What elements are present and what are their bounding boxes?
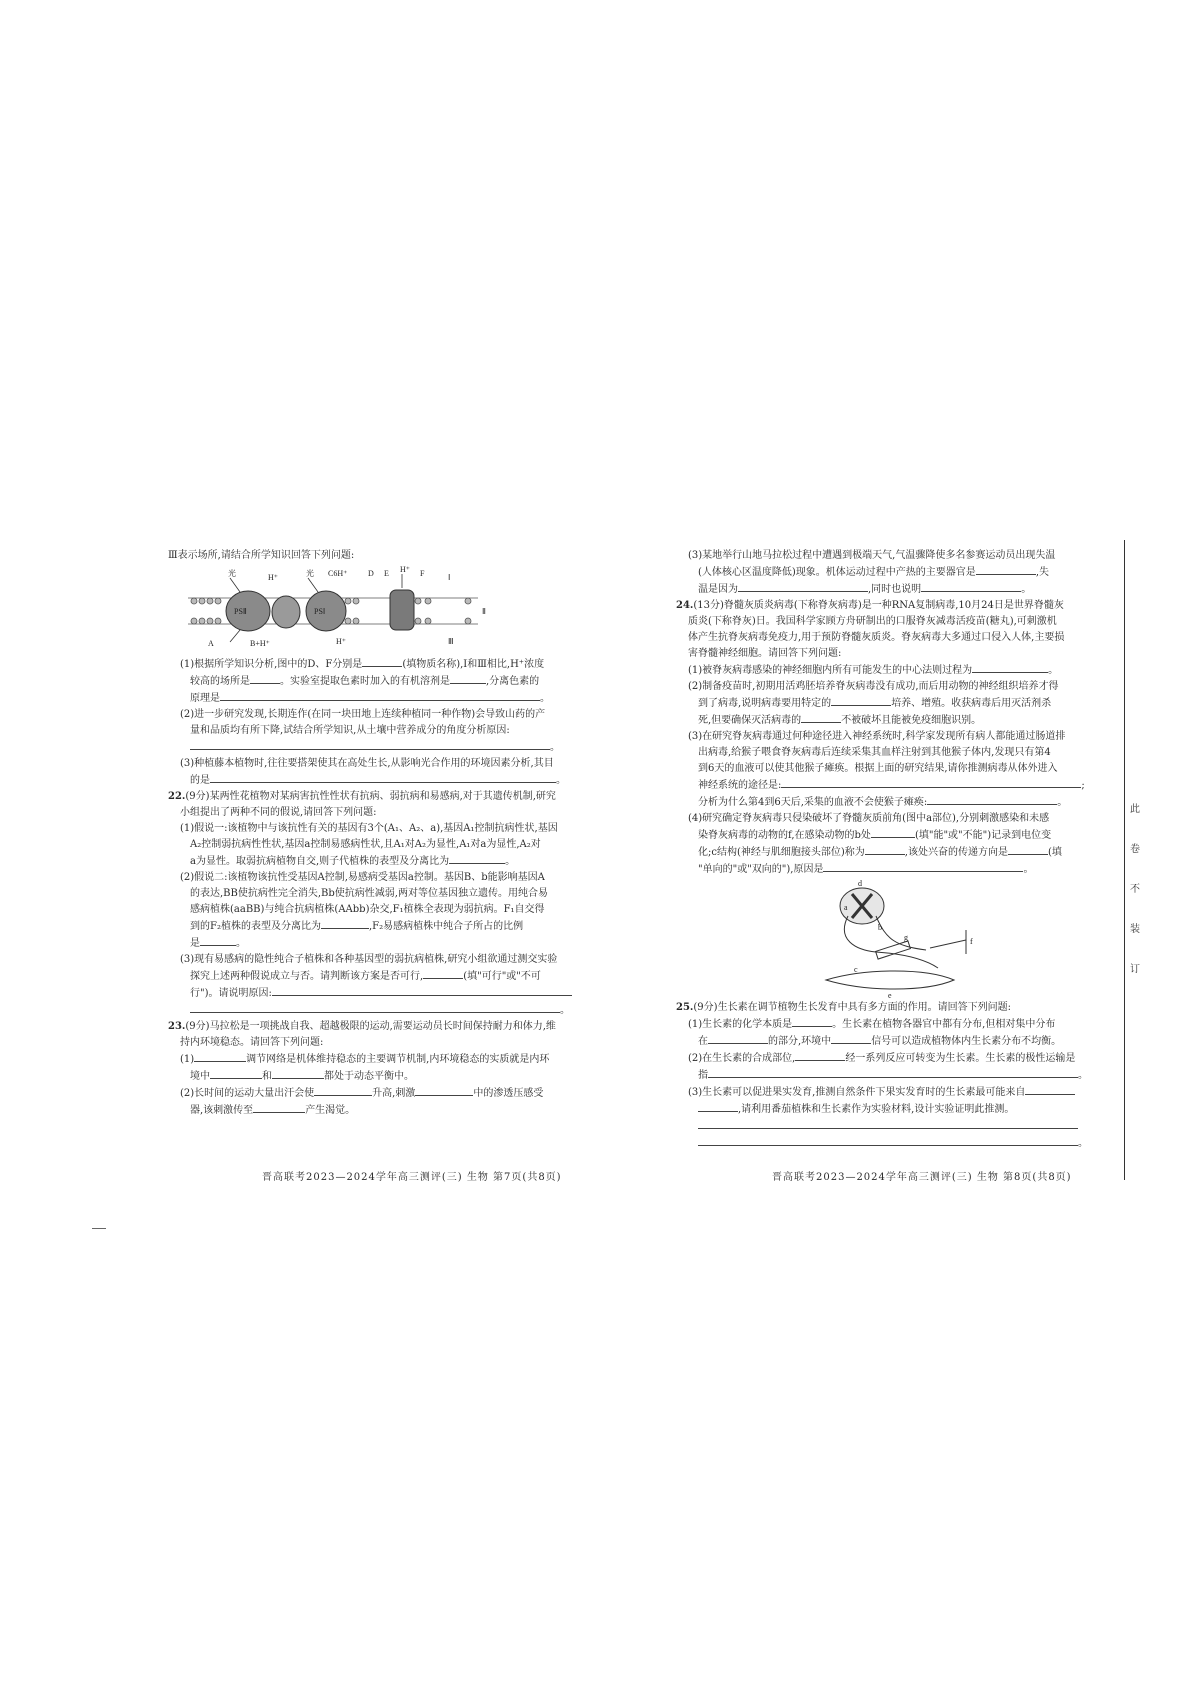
q24-b-line1: (2)制备疫苗时,初期用活鸡胚培养脊灰病毒没有成功,而后用动物的神经组织培养才得: [688, 681, 1059, 692]
muscle: [826, 971, 954, 989]
fig2-label: e: [888, 991, 892, 1000]
left-page-footer: 晋高联考2023—2024学年高三测评(三) 生物 第7页(共8页): [262, 1172, 562, 1183]
answer-blank[interactable]: [210, 772, 556, 783]
q24-c-line3: 到6天的血液可以使其他猴子瘫痪。根据上面的研究结果,请你推测病毒从体外进入: [698, 763, 1058, 774]
q23-part3-line2: (人体核心区温度降低)现象。机体运动过程中产热的主要器官是 ,失: [676, 564, 1098, 581]
q22-line2: 小组提出了两种不同的假说,请回答下列问题:: [180, 807, 377, 818]
q24-b-line2: 到了病毒,说明病毒要用特定的 培养、增殖。收获病毒后用灭活剂杀: [676, 695, 1098, 712]
answer-blank[interactable]: [781, 777, 1081, 788]
fig2-label: c: [854, 965, 858, 974]
answer-blank[interactable]: [698, 1135, 1078, 1146]
q24-b-line3: 死,但要确保灭活病毒的 不被破坏且能被免疫细胞识别。: [676, 712, 1098, 729]
answer-blank[interactable]: [976, 564, 1036, 575]
q25-a-line2: 在 的部分,环境中 信号可以造成植物体内生长素分布不均衡。: [676, 1033, 1098, 1050]
stimulus-electrode: [930, 940, 966, 948]
psii-complex: [226, 591, 270, 631]
q22-a-line3: a为显性。取弱抗病植物自交,则子代植株的表型及分离比为 。: [168, 853, 574, 870]
answer-blank[interactable]: [823, 861, 1023, 872]
answer-blank[interactable]: [738, 581, 868, 592]
q21-part2-line1: (2)进一步研究发现,长期连作(在同一块田地上连续种植同一种作物)会导致山药的产: [180, 709, 546, 720]
answer-blank[interactable]: [415, 1085, 473, 1096]
answer-blank[interactable]: [250, 673, 280, 684]
q21-part1-line2: 较高的场所是 。实验室提取色素时加入的有机溶剂是 ,分离色素的: [168, 673, 574, 690]
q25-line1: 25.(9分)生长素在调节植物生长发育中具有多方面的作用。请回答下列问题:: [676, 1002, 1011, 1013]
q24-a-line1: (1)被脊灰病毒感染的神经细胞内所有可能发生的中心法则过程为 。: [676, 662, 1098, 679]
fig2-label: b: [878, 923, 882, 932]
binding-note-char: 装: [1130, 924, 1140, 935]
q22-b-line5: 是 。: [168, 935, 574, 952]
q22-b-line2: 的表达,BB使抗病性完全消失,Bb使抗病性减弱,两对等位基因独立遗传。用纯合易: [190, 888, 548, 899]
answer-blank[interactable]: [362, 656, 402, 667]
fig1-label: F: [420, 569, 425, 578]
fig1-label: C6H⁺: [328, 569, 348, 578]
answer-blank[interactable]: [801, 712, 841, 723]
q24-c-line4: 神经系统的途径是: ;: [676, 777, 1098, 794]
q24-line1: 24.(13分)脊髓灰质炎病毒(下称脊灰病毒)是一种RNA复制病毒,10月24日是世界脊髓灰: [676, 600, 1064, 611]
binding-note-char: 不: [1130, 884, 1140, 895]
fig2-label: a: [844, 903, 848, 912]
q25-b-line1: (2)在生长素的合成部位, 经一系列反应可转变为生长素。生长素的极性运输是: [676, 1050, 1098, 1067]
fig1-label: H⁺: [336, 637, 346, 646]
binding-note-char: 订: [1130, 964, 1140, 975]
q21-part2-line3: 。: [168, 739, 574, 756]
binding-note-char: 此: [1130, 804, 1140, 815]
q22-a-line1: (1)假说一:该植物中与该抗性有关的基因有3个(A₁、A₂、a),基因A₁控制抗病性状,基因: [180, 823, 558, 834]
q25-a-line1: (1)生长素的化学本质是 。生长素在植物各器官中都有分布,但相对集中分布: [676, 1016, 1098, 1033]
right-page-column: [676, 548, 1098, 1152]
answer-blank[interactable]: [921, 581, 1021, 592]
psi-complex: [306, 591, 346, 631]
fig1-label: H⁺: [268, 573, 278, 582]
reflex-arc-figure: [676, 880, 1096, 1000]
answer-blank[interactable]: [831, 1033, 871, 1044]
q25-c-line2: ,请利用番茄植株和生长素作为实验材料,设计实验证明此推测。: [676, 1101, 1098, 1118]
fig1-label: H⁺: [400, 565, 410, 574]
q24-d-line1: (4)研究确定脊灰病毒只侵染破坏了脊髓灰质前角(图中a部位),分别刺激感染和未感: [688, 813, 1050, 824]
q23-line2: 持内环境稳态。请回答下列问题:: [180, 1037, 324, 1048]
answer-blank[interactable]: [1025, 1084, 1075, 1095]
answer-blank[interactable]: [194, 1051, 246, 1062]
q24-line2: 质炎(下称脊灰)日。我国科学家顾方舟研制出的口服脊灰减毒活疫苗(糖丸),可刺激机: [688, 616, 1057, 627]
photosynthesis-membrane-figure: [168, 564, 498, 656]
answer-blank[interactable]: [220, 690, 540, 701]
q22-line1: 22.(9分)某两性花植物对某病害抗性性状有抗病、弱抗病和易感病,对于其遗传机制,研究: [168, 791, 556, 802]
q22-a-line2: A₂控制弱抗病性性状,基因a控制易感病性状,且A₁对A₂为显性,A₁对a为显性,A₂对: [190, 839, 541, 850]
q25-b-line2: 指 。: [676, 1067, 1098, 1084]
q25-c-line3: [676, 1118, 1098, 1135]
answer-blank[interactable]: [321, 918, 369, 929]
q23-a-line2: 境中 和 都处于动态平衡中。: [168, 1068, 574, 1085]
answer-blank[interactable]: [200, 935, 236, 946]
answer-blank[interactable]: [423, 968, 463, 979]
answer-blank[interactable]: [314, 1085, 372, 1096]
nerve-fiber: [876, 916, 926, 950]
answer-blank[interactable]: [792, 1016, 832, 1027]
answer-blank[interactable]: [272, 1068, 324, 1079]
q21-intro: Ⅲ表示场所,请结合所学知识回答下列问题:: [168, 550, 355, 561]
fig1-label: PSⅠ: [314, 607, 326, 616]
q24-d-line3: 化;c结构(神经与肌细胞接头部位)称为 ,该处兴奋的传递方向是 (填: [676, 844, 1098, 861]
answer-blank[interactable]: [795, 1050, 845, 1061]
q25-c-line4: 。: [676, 1135, 1098, 1152]
right-page-footer: 晋高联考2023—2024学年高三测评(三) 生物 第8页(共8页): [772, 1172, 1072, 1183]
cytochrome-complex: [272, 596, 300, 628]
answer-blank[interactable]: [449, 853, 505, 864]
q22-c-line4: 。: [168, 1002, 574, 1019]
q24-c-line1: (3)在研究脊灰病毒通过何种途径进入神经系统时,科学家发现所有病人都能通过肠道排: [688, 731, 1066, 742]
q24-line3: 体产生抗脊灰病毒免疫力,用于预防脊髓灰质炎。脊灰病毒大多通过口侵入人体,主要损: [688, 632, 1065, 643]
fig2-label: f: [970, 937, 973, 946]
fig1-label: Ⅰ: [448, 573, 451, 582]
answer-blank[interactable]: [253, 1102, 305, 1113]
fig2-label: d: [858, 880, 862, 888]
left-page-column: [168, 548, 574, 1119]
fig2-label: g: [904, 933, 908, 942]
answer-blank[interactable]: [210, 1068, 262, 1079]
q21-part1-line1: (1)根据所学知识分析,图中的D、F分别是 (填物质名称),Ⅰ和Ⅲ相比,H⁺浓度: [168, 656, 574, 673]
answer-blank[interactable]: [190, 739, 550, 750]
answer-blank[interactable]: [1008, 844, 1048, 855]
fig1-label: PSⅡ: [234, 607, 247, 616]
q25-c-line1: (3)生长素可以促进果实发育,推测自然条件下果实发育时的生长素最可能来自: [676, 1084, 1098, 1101]
answer-blank[interactable]: [698, 1101, 738, 1112]
recording-device: [876, 941, 911, 959]
binding-margin-line: [1124, 540, 1125, 1180]
fig1-label: Ⅱ: [482, 607, 486, 616]
q22-b-line3: 感病植株(aaBB)与纯合抗病植株(AAbb)杂交,F₁植株全表现为弱抗病。F₁自交得: [190, 904, 545, 915]
q21-part3-line2: 的是 。: [168, 772, 574, 789]
answer-blank[interactable]: [272, 985, 572, 996]
q21-part3-line1: (3)种植藤本植物时,往往要搭架使其在高处生长,从影响光合作用的环境因素分析,其目: [180, 758, 554, 769]
answer-blank[interactable]: [865, 844, 905, 855]
fig1-label: Ⅲ: [448, 637, 454, 646]
answer-blank[interactable]: [450, 673, 486, 684]
q23-b-line1: (2)长时间的运动大量出汗会使 升高,刺激 中的渗透压感受: [168, 1085, 574, 1102]
q24-d-line2: 染脊灰病毒的动物的f,在感染动物的b处 (填"能"或"不能")记录到电位变: [676, 827, 1098, 844]
atp-synthase: [390, 590, 414, 630]
answer-blank[interactable]: [871, 827, 915, 838]
q23-line1: 23.(9分)马拉松是一项挑战自我、超越极限的运动,需要运动员长时间保持耐力和体力,维: [168, 1021, 556, 1032]
answer-blank[interactable]: [698, 1118, 1078, 1129]
fig1-label: A: [208, 639, 214, 648]
q22-c-line1: (3)现有易感病的隐性纯合子植株和各种基因型的弱抗病植株,研究小组欲通过测交实验: [180, 954, 558, 965]
q22-c-line2: 探究上述两种假说成立与否。请判断该方案是否可行, (填"可行"或"不可: [168, 968, 574, 985]
answer-blank[interactable]: [708, 1067, 1078, 1078]
answer-blank[interactable]: [927, 794, 1057, 805]
q23-a-line1: (1) 调节网络是机体维持稳态的主要调节机制,内环境稳态的实质就是内环: [168, 1051, 574, 1068]
q21-part1-line3: 原理是 。: [168, 690, 574, 707]
q23-part3-line3: 温是因为 ,同时也说明 。: [676, 581, 1098, 598]
q24-d-line4: "单向的"或"双向的"),原因是 。: [676, 861, 1098, 878]
answer-blank[interactable]: [190, 1002, 560, 1013]
fig1-label: 光: [306, 569, 314, 578]
fig1-label: B+H⁺: [250, 639, 270, 648]
fig1-label: 光: [228, 569, 236, 578]
q24-line4: 害脊髓神经细胞。请回答下列问题:: [688, 648, 842, 659]
q24-c-line2: 出病毒,给猴子喂食脊灰病毒后连续采集其血样注射到其他猴子体内,发现只有第4: [698, 747, 1051, 758]
fig1-label: E: [384, 569, 389, 578]
scan-mark: [92, 1228, 106, 1229]
q22-c-line3: 行")。请说明原因:: [168, 985, 574, 1002]
answer-blank[interactable]: [972, 662, 1048, 673]
q24-c-line5: 分析为什么第4到6天后,采集的血液不会使猴子瘫痪: 。: [676, 794, 1098, 811]
q22-b-line4: 到的F₂植株的表型及分离比为 ,F₂易感病植株中纯合子所占的比例: [168, 918, 574, 935]
q22-b-line1: (2)假说二:该植物该抗性受基因A控制,易感病受基因a控制。基因B、b能影响基因A: [180, 872, 545, 883]
q23-part3-line1: (3)某地举行山地马拉松过程中遭遇到极端天气,气温骤降使多名参赛运动员出现失温: [688, 550, 1056, 561]
q23-b-line2: 器,该刺激传至 产生渴觉。: [168, 1102, 574, 1119]
q21-part2-line2: 量和品质均有所下降,试结合所学知识,从土壤中营养成分的角度分析原因:: [190, 725, 510, 736]
answer-blank[interactable]: [708, 1033, 768, 1044]
binding-note-char: 卷: [1130, 844, 1140, 855]
answer-blank[interactable]: [831, 695, 891, 706]
fig1-label: D: [368, 569, 374, 578]
